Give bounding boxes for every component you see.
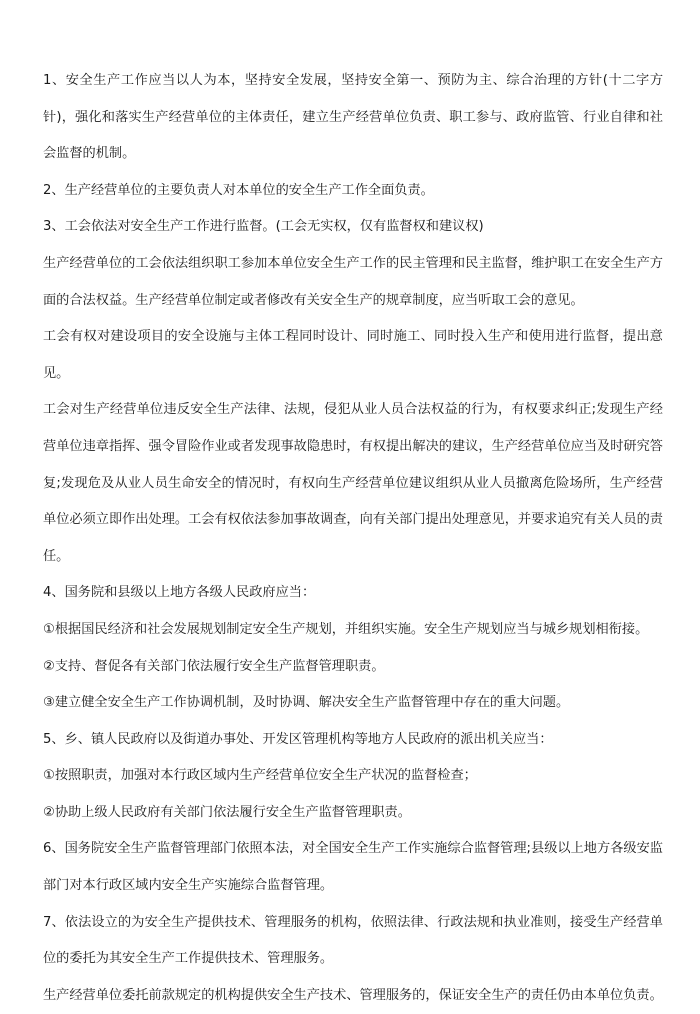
paragraph-4-state-council: 4、国务院和县级以上地方各级人民政府应当： — [43, 585, 316, 601]
paragraph-4-item-2: ②支持、督促各有关部门依法履行安全生产监督管理职责。 — [43, 658, 385, 674]
paragraph-entrusted-responsibility: 生产经营单位委托前款规定的机构提供安全生产技术、管理服务的，保证安全生产的责任仍由本单位负责。 — [43, 987, 663, 1003]
paragraph-6-supervision-department: 6、国务院安全生产监督管理部门依照本法，对全国安全生产工作实施综合监督管理;县级以上地方各级安监部门对本行政区域内安全生产实施综合监督管理。 — [43, 841, 663, 894]
paragraph-7-service-institutions: 7、依法设立的为安全生产提供技术、管理服务的机构，依照法律、行政法规和执业准则，接受生产经营单位的委托为其安全生产工作提供技术、管理服务。 — [43, 914, 663, 967]
document-body — [43, 63, 663, 1014]
paragraph-5-item-1: ①按照职责，加强对本行政区域内生产经营单位安全生产状况的监督检查； — [43, 768, 477, 784]
paragraph-4-item-3: ③建立健全安全生产工作协调机制，及时协调、解决安全生产监督管理中存在的重大问题。 — [43, 695, 570, 711]
paragraph-union-rights: 工会对生产经营单位违反安全生产法律、法规，侵犯从业人员合法权益的行为，有权要求纠正;发现生产经营单位违章指挥、强令冒险作业或者发现事故隐患时，有权提出解决的建议，生产经营单位应当及时研究答复;发现危及从业人员生命安全的情况时，有权向生产经营单位建议组织从业人员撤离危险场所，生产经营单位必须立即作出处理。工会有权依法参加事故调查，向有关部门提出处理意见，并要求追究有关人员的责任。 — [43, 402, 663, 564]
paragraph-2-principal-responsibility: 2、生产经营单位的主要负责人对本单位的安全生产工作全面负责。 — [43, 182, 434, 198]
paragraph-3-union-supervision: 3、工会依法对安全生产工作进行监督。(工会无实权，仅有监督权和建议权) — [43, 219, 484, 235]
paragraph-5-item-2: ②协助上级人民政府有关部门依法履行安全生产监督管理职责。 — [43, 804, 411, 820]
paragraph-1-principles: 1、安全生产工作应当以人为本，坚持安全发展，坚持安全第一、预防为主、综合治理的方针(十二字方针)，强化和落实生产经营单位的主体责任，建立生产经营单位负责、职工参与、政府监管、行业自律和社会监督的机制。 — [43, 73, 663, 162]
paragraph-union-construction-oversight: 工会有权对建设项目的安全设施与主体工程同时设计、同时施工、同时投入生产和使用进行监督，提出意见。 — [43, 329, 663, 381]
paragraph-5-township-government: 5、乡、镇人民政府以及街道办事处、开发区管理机构等地方人民政府的派出机关应当： — [43, 731, 553, 747]
paragraph-union-democratic-management: 生产经营单位的工会依法组织职工参加本单位安全生产工作的民主管理和民主监督，维护职工在安全生产方面的合法权益。生产经营单位制定或者修改有关安全生产的规章制度，应当听取工会的意见。 — [43, 255, 663, 308]
paragraph-4-item-1: ①根据国民经济和社会发展规划制定安全生产规划，并组织实施。安全生产规划应当与城乡规划相衔接。 — [43, 621, 649, 637]
